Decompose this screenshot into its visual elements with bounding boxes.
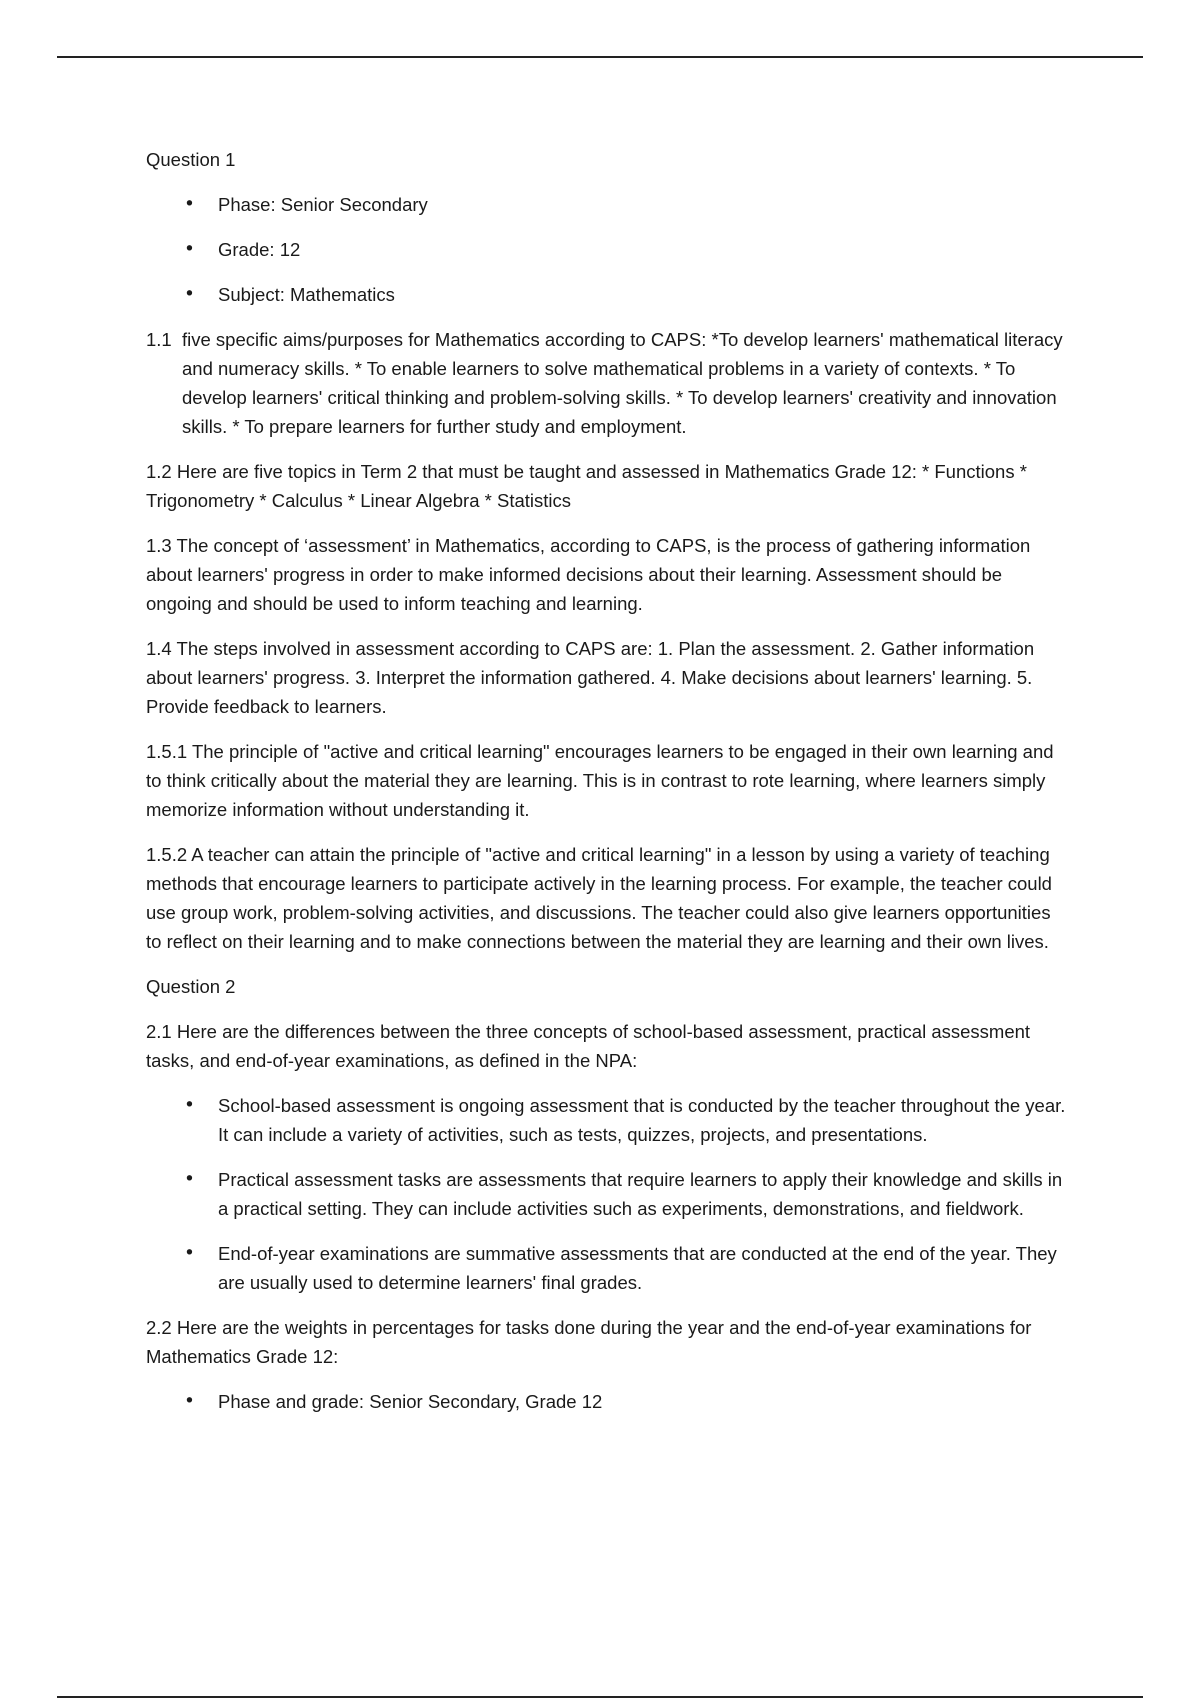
top-rule <box>57 56 1143 58</box>
list-item: • End-of-year examinations are summative assessments that are conducted at the end of the year. They are usually used to determine learners' final grades. <box>146 1239 1066 1297</box>
question-2-heading: Question 2 <box>146 976 236 997</box>
answer-2-2: 2.2 Here are the weights in percentages for tasks done during the year and the end-of-year examinations for Mathematics Grade 12: <box>146 1317 1032 1367</box>
answer-text: five specific aims/purposes for Mathematics according to CAPS: *To develop learners' mathematical literacy and numeracy skills. * To enable learners to solve mathematical problems in a variety of contexts. * To develop learners' critical thinking and problem-solving skills. * To develop learners' creativity and innovation skills. * To prepare learners for further study and employment. <box>182 329 1063 437</box>
question-1-heading: Question 1 <box>146 149 236 170</box>
question-1-details-list <box>146 190 1066 309</box>
list-item: • Grade: 12 <box>146 235 1066 264</box>
list-item: • Practical assessment tasks are assessments that require learners to apply their knowledge and skills in a practical setting. They can include activities such as experiments, demonstrations, and fieldwork. <box>146 1165 1066 1223</box>
answer-number: 1.1 <box>146 329 172 350</box>
list-item: • Phase and grade: Senior Secondary, Grade 12 <box>146 1387 1066 1416</box>
assessment-types-list <box>146 1091 1066 1297</box>
answer-1-1 <box>146 325 1066 441</box>
answer-1-2: 1.2 Here are five topics in Term 2 that must be taught and assessed in Mathematics Grade 12: * Functions * Trigonometry * Calculus * Linear Algebra * Statistics <box>146 461 1027 511</box>
answer-1-3: 1.3 The concept of ‘assessment’ in Mathematics, according to CAPS, is the process of gathering information about learners' progress in order to make informed decisions about their learning. Assessment should be ongoing and should be used to inform teaching and learning. <box>146 535 1031 614</box>
answer-2-1: 2.1 Here are the differences between the three concepts of school-based assessment, practical assessment tasks, and end-of-year examinations, as defined in the NPA: <box>146 1021 1031 1071</box>
list-item: • School-based assessment is ongoing assessment that is conducted by the teacher throughout the year. It can include a variety of activities, such as tests, quizzes, projects, and presentations. <box>146 1091 1066 1149</box>
answer-1-4: 1.4 The steps involved in assessment according to CAPS are: 1. Plan the assessment. 2. Gather information about learners' progress. 3. Interpret the information gathered. 4. Make decisions about learners' learning. 5. Provide feedback to learners. <box>146 638 1035 717</box>
list-item: • Phase: Senior Secondary <box>146 190 1066 219</box>
list-item: • Subject: Mathematics <box>146 280 1066 309</box>
answer-1-5-1: 1.5.1 The principle of "active and critical learning" encourages learners to be engaged in their own learning and to think critically about the material they are learning. This is in contrast to rote learning, where learners simply memorize information without understanding it. <box>146 741 1054 820</box>
document-body <box>146 145 1066 1432</box>
bottom-rule <box>57 1696 1143 1698</box>
weights-list <box>146 1387 1066 1416</box>
answer-1-5-2: 1.5.2 A teacher can attain the principle of "active and critical learning" in a lesson by using a variety of teaching methods that encourage learners to participate actively in the learning process. For example, the teacher could use group work, problem-solving activities, and discussions. The teacher could also give learners opportunities to reflect on their learning and to make connections between the material they are learning and their own lives. <box>146 844 1052 952</box>
